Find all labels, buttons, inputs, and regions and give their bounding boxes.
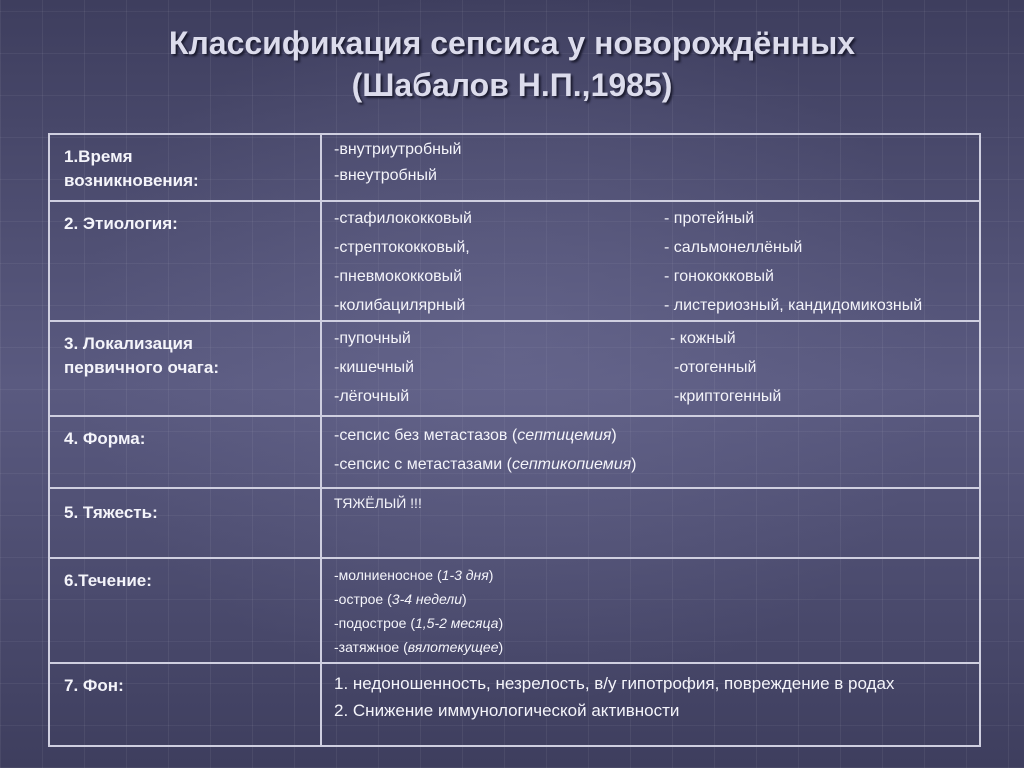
slide-title xyxy=(0,22,1024,106)
row-content xyxy=(321,488,980,558)
item-term: септикопиемия xyxy=(511,456,632,473)
title-line-2: (Шабалов Н.П.,1985) xyxy=(351,67,673,103)
header-line: 1.Время xyxy=(64,147,133,166)
list-item xyxy=(334,291,969,320)
row-header xyxy=(49,416,321,488)
item-term: 1-3 дня xyxy=(441,567,489,583)
header-line: 3. Локализация xyxy=(64,334,193,353)
item-text: -сепсис без метастазов ( xyxy=(334,427,518,444)
list-item xyxy=(334,382,969,411)
row-header xyxy=(49,663,321,746)
table-row xyxy=(49,663,980,746)
row-header xyxy=(49,558,321,663)
list-item xyxy=(334,587,969,611)
list-item xyxy=(334,353,969,382)
list-item xyxy=(334,450,969,479)
item-text: -сепсис с метастазами ( xyxy=(334,456,512,473)
item-tail: ) xyxy=(488,567,494,583)
item-tail: ) xyxy=(498,639,504,655)
table-row xyxy=(49,321,980,416)
item-text: -подострое ( xyxy=(334,615,415,631)
left-item: -колибацилярный xyxy=(334,297,466,314)
header-line: 6.Течение: xyxy=(64,571,152,590)
item-text: -молниеносное ( xyxy=(334,567,442,583)
item-tail: ) xyxy=(631,456,637,473)
item-tail: ) xyxy=(461,591,467,607)
table-row xyxy=(49,488,980,558)
item-text: -острое ( xyxy=(334,591,392,607)
item-text: -затяжное ( xyxy=(334,639,408,655)
row-content xyxy=(321,321,980,416)
item-tail: ) xyxy=(498,615,504,631)
item-tail: ) xyxy=(611,427,617,444)
row-content xyxy=(321,134,980,201)
row-content xyxy=(321,558,980,663)
list-item: 2. Снижение иммунологической активности xyxy=(334,701,680,720)
table-row xyxy=(49,201,980,321)
title-line-1: Классификация сепсиса у новорождённых xyxy=(168,25,856,61)
right-item: -криптогенный xyxy=(674,388,782,405)
item-term: 3-4 недели xyxy=(391,591,462,607)
right-item: - кожный xyxy=(670,330,736,347)
list-item xyxy=(334,611,969,635)
left-item: -стафилококковый xyxy=(334,210,472,227)
item-term: септицемия xyxy=(517,427,612,444)
item-term: 1,5-2 месяца xyxy=(415,615,499,631)
list-item xyxy=(334,563,969,587)
list-item: ТЯЖЁЛЫЙ !!! xyxy=(334,495,422,511)
table-row xyxy=(49,134,980,201)
row-header xyxy=(49,201,321,321)
row-header xyxy=(49,488,321,558)
left-item: -кишечный xyxy=(334,359,415,376)
list-item xyxy=(334,324,969,353)
header-line: 4. Форма: xyxy=(64,429,146,448)
list-item: -внутриутробный xyxy=(334,141,462,158)
row-content xyxy=(321,663,980,746)
classification-table xyxy=(48,133,981,747)
left-item: -пупочный xyxy=(334,330,411,347)
row-header xyxy=(49,321,321,416)
right-item: -отогенный xyxy=(674,359,757,376)
list-item xyxy=(334,421,969,450)
left-item: -стрептококковый, xyxy=(334,239,470,256)
right-item: - сальмонеллёный xyxy=(664,239,803,256)
right-item: - протейный xyxy=(664,210,755,227)
table-row xyxy=(49,416,980,488)
left-item: -пневмококковый xyxy=(334,268,463,285)
right-item: - гонококковый xyxy=(664,268,774,285)
header-line: 5. Тяжесть: xyxy=(64,503,158,522)
row-content xyxy=(321,416,980,488)
list-item xyxy=(334,635,969,659)
header-line: первичного очага: xyxy=(64,358,219,377)
left-item: -лёгочный xyxy=(334,388,410,405)
header-line: 2. Этиология: xyxy=(64,214,178,233)
table-row xyxy=(49,558,980,663)
right-item: - листериозный, кандидомикозный xyxy=(664,297,923,314)
list-item: -внеутробный xyxy=(334,167,437,184)
header-line: 7. Фон: xyxy=(64,676,124,695)
list-item xyxy=(334,204,969,233)
item-term: вялотекущее xyxy=(407,639,499,655)
list-item: 1. недоношенность, незрелость, в/у гипотрофия, повреждение в родах xyxy=(334,674,895,693)
list-item xyxy=(334,262,969,291)
list-item xyxy=(334,233,969,262)
row-content xyxy=(321,201,980,321)
header-line: возникновения: xyxy=(64,171,199,190)
row-header xyxy=(49,134,321,201)
